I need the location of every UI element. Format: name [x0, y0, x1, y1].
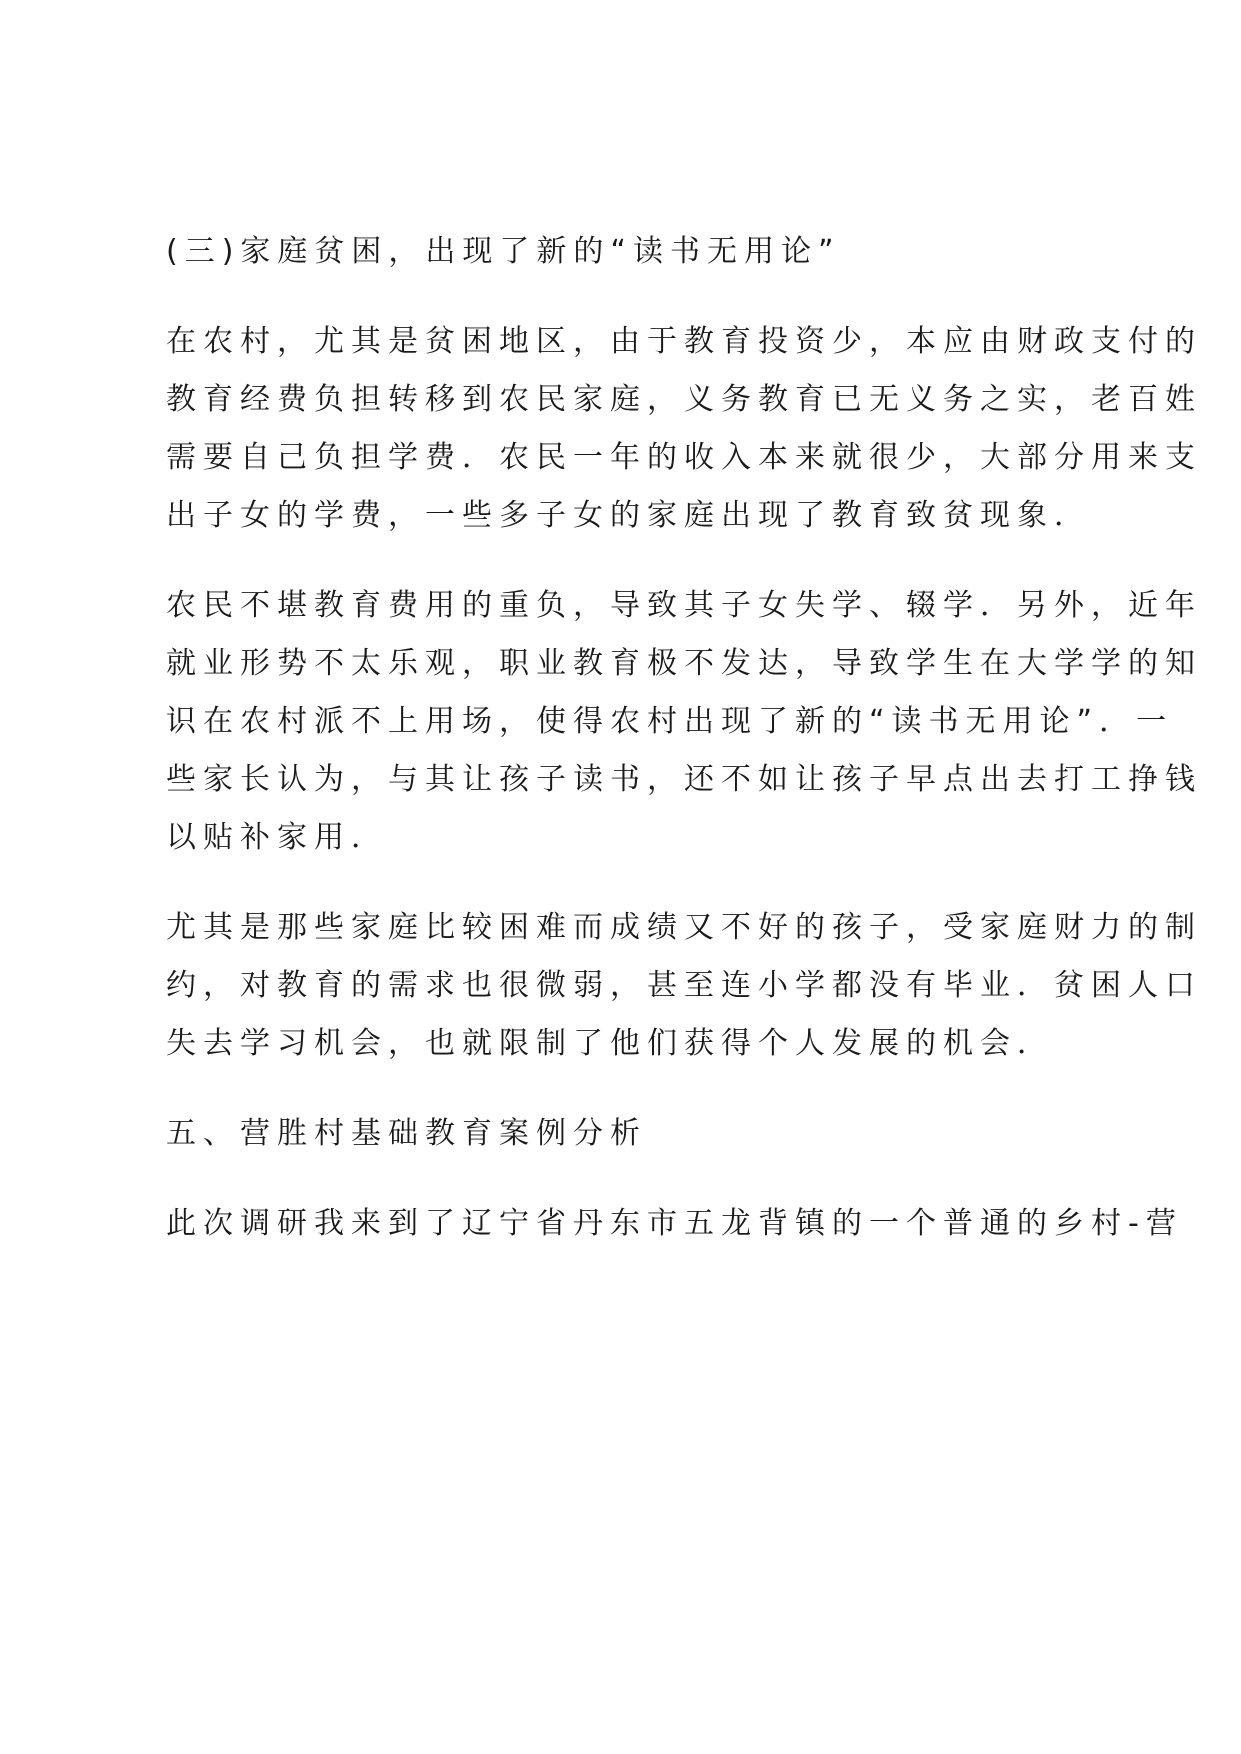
- section-heading: (三)家庭贫困，出现了新的“读书无用论”: [166, 234, 841, 269]
- paragraph-line: 农民不堪教育费用的重负，导致其子女失学、辍学．另外，近年: [166, 588, 1202, 623]
- paragraph-line: 在农村，尤其是贫困地区，由于教育投资少，本应由财政支付的: [166, 324, 1202, 359]
- paragraph-line: 此次调研我来到了辽宁省丹东市五龙背镇的一个普通的乡村-营: [166, 1206, 1183, 1241]
- paragraph-line: 识在农村派不上用场，使得农村出现了新的“读书无用论”．一: [166, 704, 1174, 739]
- section-heading: 五、营胜村基础教育案例分析: [166, 1116, 647, 1151]
- paragraph-line: 些家长认为，与其让孩子读书，还不如让孩子早点出去打工挣钱: [166, 762, 1202, 797]
- paragraph-line: 出子女的学费，一些多子女的家庭出现了教育致贫现象．: [166, 498, 1091, 533]
- paragraph-line: 以贴补家用．: [166, 820, 388, 855]
- paragraph-line: 需要自己负担学费．农民一年的收入本来就很少，大部分用来支: [166, 440, 1202, 475]
- paragraph-line: 约，对教育的需求也很微弱，甚至连小学都没有毕业．贫困人口: [166, 968, 1202, 1003]
- paragraph-line: 教育经费负担转移到农民家庭，义务教育已无义务之实，老百姓: [166, 382, 1202, 417]
- paragraph-line: 就业形势不太乐观，职业教育极不发达，导致学生在大学学的知: [166, 646, 1202, 681]
- paragraph-line: 失去学习机会，也就限制了他们获得个人发展的机会．: [166, 1026, 1054, 1061]
- paragraph-line: 尤其是那些家庭比较困难而成绩又不好的孩子，受家庭财力的制: [166, 910, 1202, 945]
